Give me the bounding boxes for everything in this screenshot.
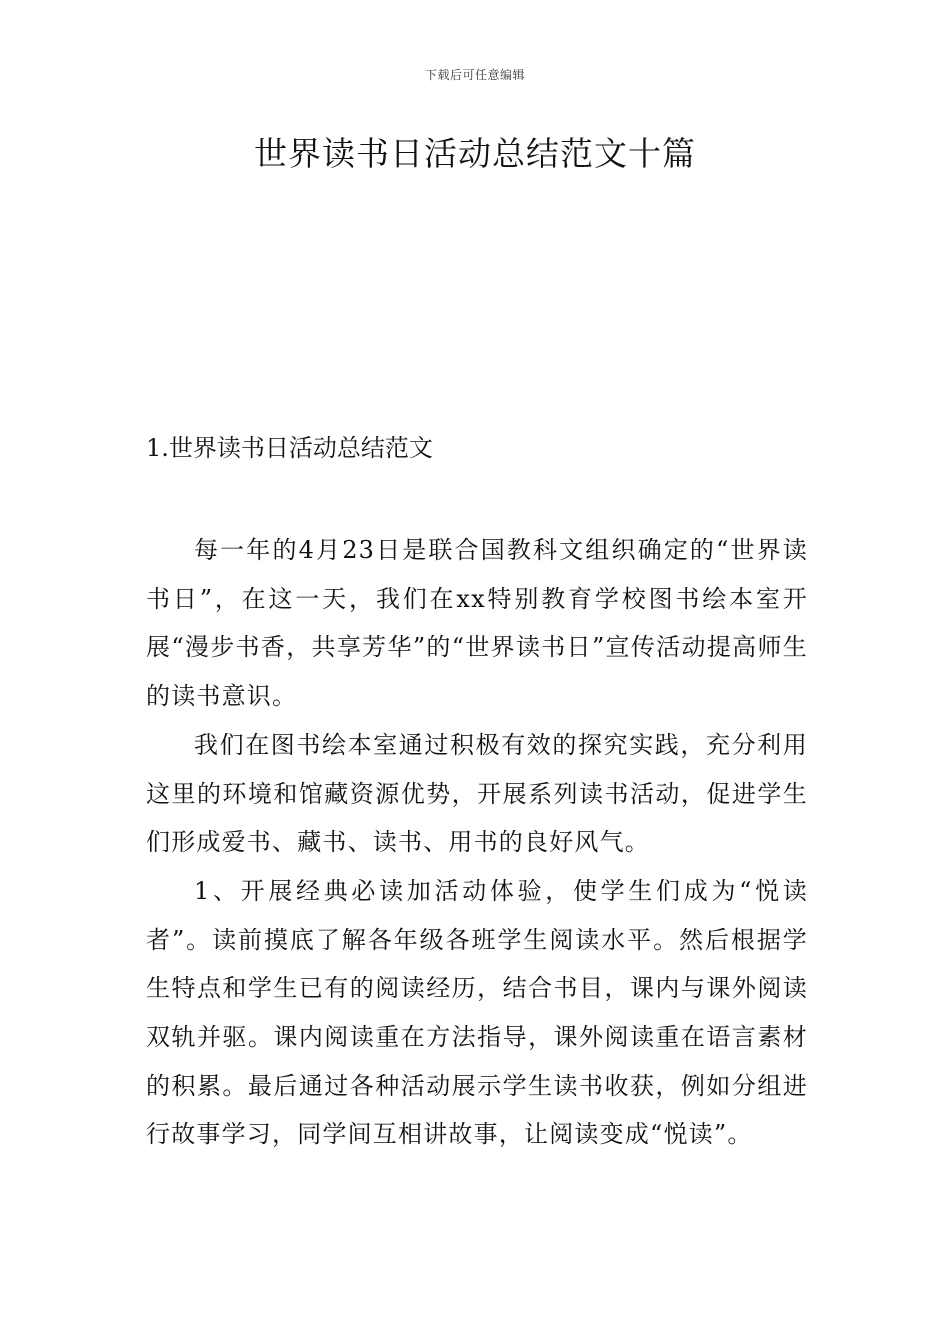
body-text (146, 526, 808, 1159)
paragraph: 1、开展经典必读加活动体验，使学生们成为“悦读者”。读前摸底了解各年级各班学生阅读水平。然后根据学生特点和学生已有的阅读经历，结合书目，课内与课外阅读双轨并驱。课内阅读重在方法指导，课外阅读重在语言素材的积累。最后通过各种活动展示学生读书收获，例如分组进行故事学习，同学间互相讲故事，让阅读变成“悦读”。 (146, 876, 808, 1149)
header-note: 下载后可任意编辑 (424, 68, 525, 82)
document-title: 世界读书日活动总结范文十篇 (254, 134, 696, 173)
paragraph: 我们在图书绘本室通过积极有效的探究实践，充分利用这里的环境和馆藏资源优势，开展系列读书活动，促进学生们形成爱书、藏书、读书、用书的良好风气。 (146, 730, 808, 857)
paragraph: 每一年的4月23日是联合国教科文组织确定的“世界读书日”，在这一天，我们在xx特别教育学校图书绘本室开展“漫步书香，共享芳华”的“世界读书日”宣传活动提高师生的读书意识。 (146, 536, 808, 711)
section-heading: 1.世界读书日活动总结范文 (146, 434, 433, 462)
